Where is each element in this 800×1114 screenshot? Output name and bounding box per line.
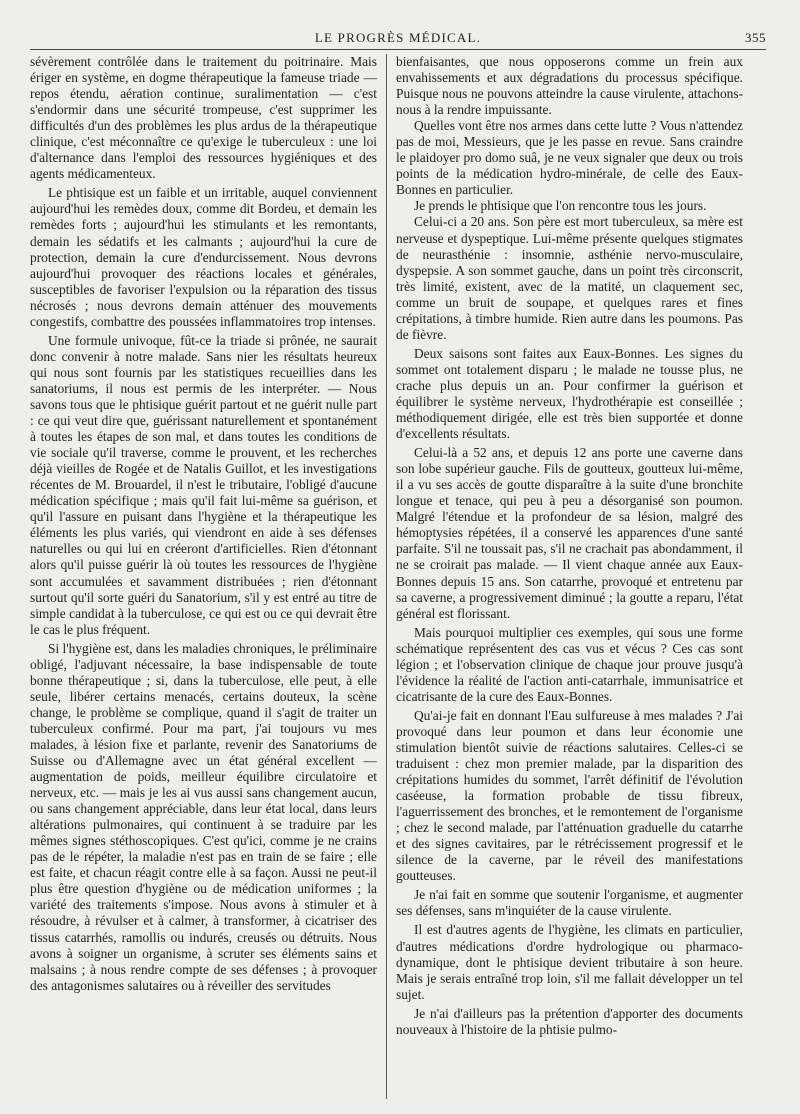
column-divider [386, 54, 387, 1099]
paragraph: Je n'ai fait en somme que soutenir l'organisme, et augmenter ses défenses, sans m'inquiéter de la cause virulente. [396, 887, 743, 919]
two-column-body [30, 54, 766, 1038]
paragraph: bienfaisantes, que nous opposerons comme un frein aux envahissements et aux dégradations du processus spécifique. Puisque nous ne pouvons atteindre la cause virulente, attachons-nous à la rendre impuissante. [396, 54, 743, 118]
running-title: LE PROGRÈS MÉDICAL. [314, 30, 482, 45]
paragraph: Je n'ai d'ailleurs pas la prétention d'apporter des documents nouveaux à l'histoire de la phtisie pulmo- [396, 1005, 743, 1037]
paragraph: Le phtisique est un faible et un irritable, auquel conviennent aujourd'hui les remèdes doux, comme dit Bordeu, et demain les remèdes forts ; aujourd'hui les stimulants et les remontants, demain les sédatifs et les calmants ; aujourd'hui la cure de protection, demain la cure d'endurcissement. Nous devrons aujourd'hui provoquer des réactions locales et générales, susceptibles de favoriser l'expulsion ou la réparation des tissus nécrosés ; nous devrons demain atténuer des mouvements congestifs, combattre des poussées inflammatoires trop intenses. [30, 185, 377, 329]
paragraph: Une formule univoque, fût-ce la triade si prônée, ne saurait donc convenir à notre malade. Sans nier les résultats heureux qui nous sont fournis par les statistiques recueillies dans les sanatoriums, il nous est permis de les interpréter. — Nous savons tous que le phtisique guérit partout et ne guérit nulle part : ce qui veut dire que, guérissant naturellement et spontanément à toutes les étapes de son mal, et dans toutes les conditions de vie sociale qu'il traverse, comme le prouvent, et les recherches déjà vieilles de Rogée et de Natalis Guillot, et les investigations récentes de M. Brouardel, il n'est le tributaire, l'obligé d'aucune médication spécifique ; mais qu'il fait lui-même sa guérison, et qu'il l'assure en puisant dans l'hygiène et la thérapeutique les éléments les plus variés, qui viendront en aide à ses défenses naturelles ou qui lui en créeront d'artificielles. Rien d'étonnant alors qu'il puisse guérir là où toutes les ressources de l'hygiène sont accumulées et savamment distribuées ; rien d'étonnant surtout qu'il sorte guéri du Sanatorium, s'il y est entré au titre de simple candidat à la tuberculose, ce qui est ou ce qui devrait être le cas le plus fréquent. [30, 332, 377, 637]
paragraph: Celui-là a 52 ans, et depuis 12 ans porte une caverne dans son lobe supérieur gauche. Fils de goutteux, goutteux lui-même, il a vu ses accès de goutte disparaître à la suite d'une bronchite longue et tenace, qui peu à peu a désorganisé son poumon. Malgré l'étendue et la profondeur de sa lésion, malgré des hémoptysies répétées, il a conservé les apparences d'une santé parfaite. S'il ne toussait pas, s'il ne crachait pas abondamment, il ne se croirait pas malade. — Il vient chaque année aux Eaux-Bonnes depuis 15 ans. Son catarrhe, provoqué et entretenu par sa caverne, a progressivement diminué ; la goutte a reparu, l'état général est florissant. [396, 445, 743, 621]
page-header [30, 30, 766, 46]
paragraph: Celui-ci a 20 ans. Son père est mort tuberculeux, sa mère est nerveuse et dyspeptique. Lui-même présente quelques stigmates de neurasthénie : insomnie, asthénie nervo-musculaire, dyspepsie. A son sommet gauche, dans un point très circonscrit, très limité, existent, avec de la matité, un claquement sec, comme un bruit de soupape, et quelques rares et fines crépitations, à timbre humide. Rien autre dans les poumons. Pas de fièvre. [396, 214, 743, 342]
header-rule [30, 49, 766, 50]
paragraph: Mais pourquoi multiplier ces exemples, qui sous une forme schématique représentent des cas vus et vécus ? Ces cas sont légion ; et l'observation clinique de chaque jour prouve jusqu'à l'évidence la réalité de l'action anti-catarrhale, immunisatrice et cicatrisante de la cure des Eaux-Bonnes. [396, 624, 743, 704]
left-column [30, 54, 377, 1038]
paragraph: Qu'ai-je fait en donnant l'Eau sulfureuse à mes malades ? J'ai provoqué dans leur poumon et dans leur économie une stimulation bientôt suivie de réactions salutaires. Celles-ci se traduisent : chez mon premier malade, par la disparition des crépitations humides du sommet, l'arrêt définitif de l'évolution caséeuse, la formation probable de tissu fibreux, l'aguerrissement des bronches, et le remontement de l'organisme ; chez le second malade, par l'atténuation graduelle du catarrhe et des signes cavitaires, par le rétrécissement progressif et le silence de la caverne, par le réveil des manifestations goutteuses. [396, 707, 743, 884]
page-number: 355 [745, 30, 766, 45]
paragraph: Il est d'autres agents de l'hygiène, les climats en particulier, d'autres médications d'ordre hydrologique ou pharmaco-dynamique, dont le phtisique devient tributaire à son heure. Mais je serais entraîné trop loin, s'il me fallait développer un tel sujet. [396, 922, 743, 1002]
paragraph: Si l'hygiène est, dans les maladies chroniques, le préliminaire obligé, l'adjuvant nécessaire, la base indispensable de toute bonne thérapeutique ; si, dans la tuberculose, elle peut, à elle seule, libérer certains menacés, certains douteux, la scène change, le problème se complique, quand il s'agit de traiter un tuberculeux confirmé. Pour ma part, j'ai toujours vu mes malades, à lésion fixe et parlante, revenir des Sanatoriums de Suisse ou d'Allemagne avec un état général excellent — augmentation de poids, meilleur équilibre circulatoire et nerveux, etc. — mais je les ai vus aussi sans changement aucun, ou sans changement appréciable, dans leur état local, dans leurs altérations pulmonaires, qui continuent à se traduire par les mêmes signes stéthoscopiques. C'est qu'ici, comme je ne crains pas de le répéter, la maladie n'est pas en train de se faire ; elle est faite, et chacun réagit contre elle à sa façon. Aussi ne peut-il plus être question d'hygiène ou de médication uniformes ; la variété des traitements s'impose. Nous avons à stimuler et à résoudre, à révulser et à calmer, à transformer, à cicatriser des tissus catarrhés, ramollis ou indurés, creusés ou détruits. Nous avons à soigner un organisme, à scruter ses éléments sains et malsains ; à nous rendre compte de ses défenses ; à provoquer des antagonismes salutaires ou à réveiller des servitudes [30, 640, 377, 993]
paragraph: sévèrement contrôlée dans le traitement du poitrinaire. Mais ériger en système, en dogme thérapeutique la fameuse triade — repos étendu, aération continue, suralimentation — c'est s'endormir dans une sécurité trompeuse, c'est supprimer les difficultés d'un des problèmes les plus ardus de la thérapeutique clinique, c'est méconnaître ce qu'exige le tuberculeux : une loi d'alternance dans l'emploi des ressources hygiéniques et des agents médicamenteux. [30, 54, 377, 182]
paragraph: Deux saisons sont faites aux Eaux-Bonnes. Les signes du sommet ont totalement disparu ; le malade ne tousse plus, ne crache plus depuis un an. Pour confirmer la guérison et équilibrer le système nerveux, l'hydrothérapie est conseillée ; méthodiquement dirigée, elle est très bien supportée et donne d'excellents résultats. [396, 345, 743, 442]
right-column [396, 54, 743, 1038]
paragraph: Je prends le phtisique que l'on rencontre tous les jours. [414, 198, 707, 214]
paragraph: Quelles vont être nos armes dans cette lutte ? Vous n'attendez pas de moi, Messieurs, que je les passe en revue. Sans craindre le plaidoyer pro domo suâ, je ne veux signaler que deux ou trois points de la médication hydro-minérale, de celle des Eaux-Bonnes en particulier. [396, 118, 743, 198]
